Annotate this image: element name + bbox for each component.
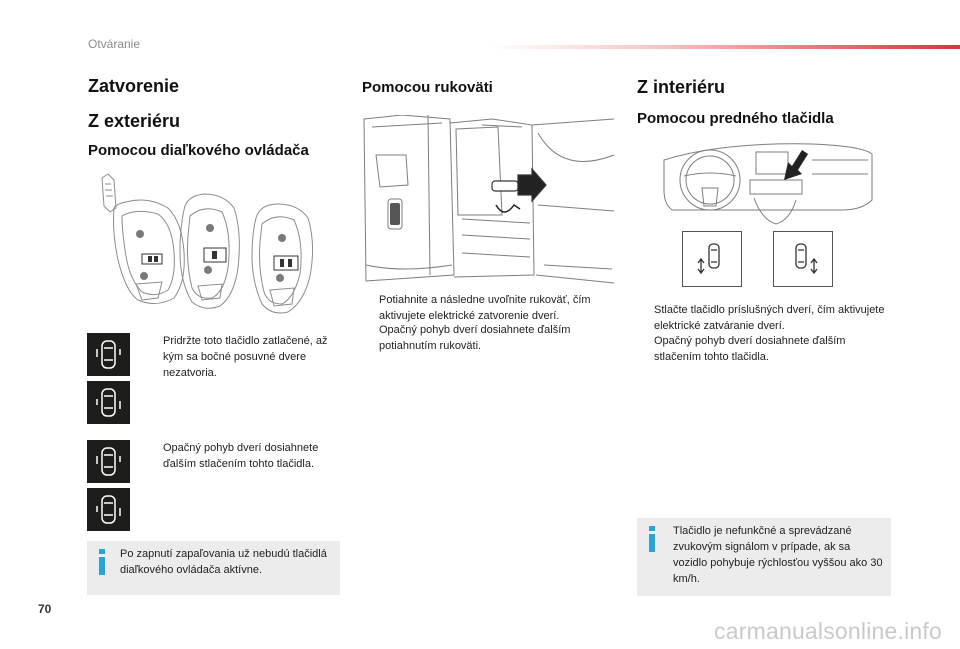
note-ignition: Po zapnutí zapaľovania už nebudú tlačidlá diaľkového ovládača aktívne.: [87, 541, 340, 595]
bullet-reverse-handle: Opačný pohyb dverí dosiahnete ďalším potiahnutím rukoväti.: [379, 324, 571, 352]
bullet-press-door-button: Stlačte tlačidlo príslušných dverí, čím aktivujete elektrické zatváranie dverí.: [654, 304, 885, 332]
heading-remote-control: Pomocou diaľkového ovládača: [88, 142, 309, 159]
watermark: carmanualsonline.info: [714, 618, 942, 644]
section-title: Otváranie: [88, 37, 141, 51]
remote-keys-illustration: [96, 172, 340, 320]
door-button-right-icon[interactable]: [773, 231, 833, 287]
heading-z-exterieru: Z exteriéru: [88, 111, 181, 131]
heading-z-interieru: Z interiéru: [637, 77, 726, 97]
bullet-hold-button: Pridržte toto tlačidlo zatlačené, až kým sa bočné posuvné dvere nezatvoria.: [163, 335, 328, 379]
heading-handle: Pomocou rukoväti: [362, 79, 493, 96]
heading-zatvorenie: Zatvorenie: [88, 76, 180, 96]
remote-left-door-button-icon-2: [87, 440, 130, 483]
door-button-left-icon[interactable]: [682, 231, 742, 287]
bullet-pull-handle: Potiahnite a následne uvoľnite rukoväť, čím aktivujete elektrické zatvorenie dverí.: [379, 294, 591, 322]
heading-front-button: Pomocou predného tlačidla: [637, 110, 834, 127]
header-accent-bar: [490, 45, 960, 49]
page-number: 70: [38, 602, 52, 616]
remote-right-door-button-icon: [87, 381, 130, 424]
dashboard-illustration: [662, 140, 874, 230]
sliding-door-handle-illustration: [362, 115, 616, 287]
bullet-reverse-motion: Opačný pohyb dverí dosiahnete ďalším stlačením tohto tlačidla.: [163, 442, 319, 470]
bullet-reverse-button: Opačný pohyb dverí dosiahnete ďalším stlačením tohto tlačidla.: [654, 335, 846, 363]
info-icon: [97, 549, 107, 575]
remote-right-door-button-icon-2: [87, 488, 130, 531]
note-speed-limit: Tlačidlo je nefunkčné a sprevádzané zvukovým signálom v prípade, ak sa vozidlo pohybuje rýchlosťou vyššou ako 30 km/h.: [637, 518, 891, 596]
remote-left-door-button-icon: [87, 333, 130, 376]
info-icon: [647, 526, 657, 552]
